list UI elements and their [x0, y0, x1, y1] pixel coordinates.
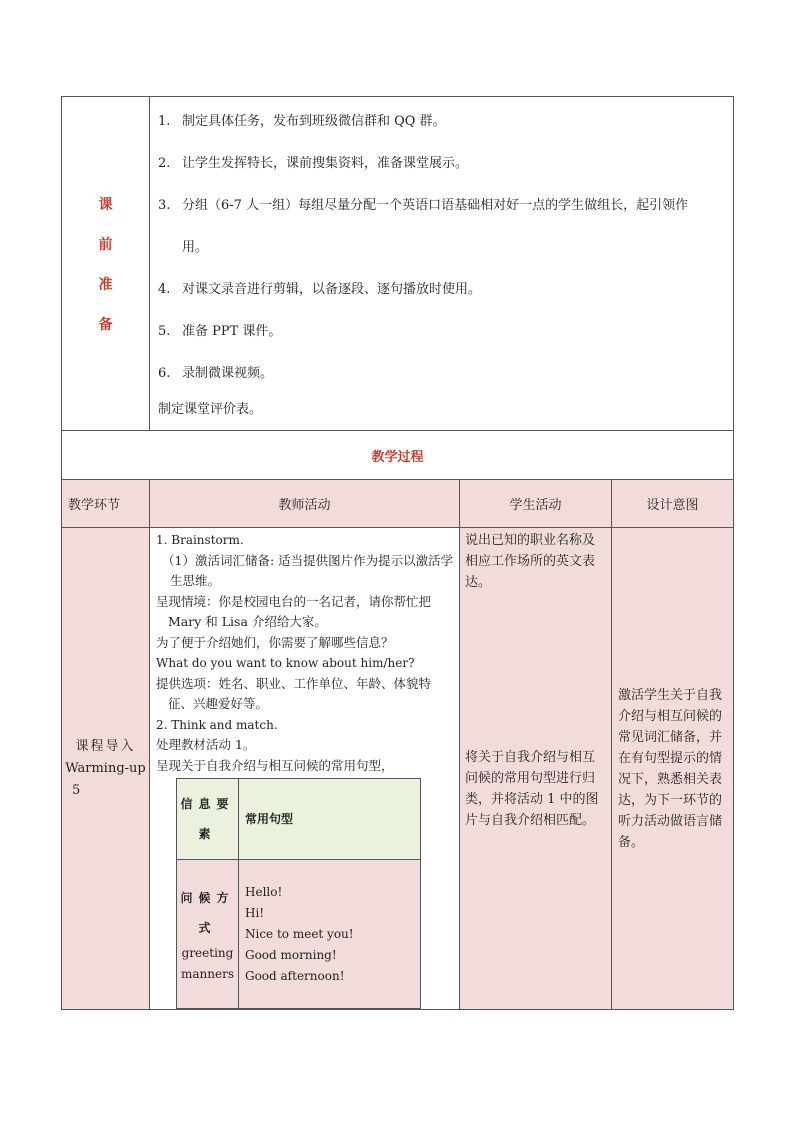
prep-item: 3. 分组（6-7 人一组）每组尽量分配一个英语口语基础相对好一点的学生做组长，起引领作 用。 [158, 198, 689, 255]
prep-row [62, 97, 734, 431]
teacher-activity: 1. Brainstorm. （1）激活词汇储备: 适当提供图片作为提示以激活学生思维。 呈现情境：你是校园电台的一名记者，请你帮忙把 Mary 和 Lisa 介绍给大家。 为了便于介绍她们，你需要了解哪些信息？ What do you want to know about him/her? 提供选项：姓名、职业、工作单位、年龄、体貌特征、兴趣爱好等。 2. Think and match. 处理教材活动 1。 呈现关于自我介绍与相互问候的常用句型， 信息要素 常用句型 问候方式 greeting manners Hello! Hi! Nice to meet you! Good morning! Good afternoon! [150, 528, 460, 1010]
header-stage: 教学环节 [62, 480, 150, 528]
header-design: 设计意图 [612, 480, 734, 528]
sentence-pattern-table [176, 778, 421, 1009]
content-row [62, 528, 734, 1010]
student-activity: 说出已知的职业名称及相应工作场所的英文表达。 将关于自我介绍与相互问候的常用句型进行归类，并将活动 1 中的图片与自我介绍相匹配。 [460, 528, 612, 1010]
prep-item: 6. 录制微课视频。 [158, 366, 274, 381]
lesson-plan-table [61, 96, 734, 1010]
process-title: 教学过程 [62, 431, 734, 480]
prep-last: 制定课堂评价表。 [158, 402, 263, 417]
prep-label: 课 前 准 备 [62, 97, 150, 431]
stage-cell: 课程导入 Warming-up 5 [62, 528, 150, 1010]
header-student: 学生活动 [460, 480, 612, 528]
inner-header-element: 信息要素 [177, 779, 239, 860]
prep-item: 5. 准备 PPT 课件。 [158, 324, 282, 339]
header-teacher: 教师活动 [150, 480, 460, 528]
design-intent: 激活学生关于自我介绍与相互问候的常见词汇储备，并在有句型提示的情况下，熟悉相关表达，为下一环节的听力活动做语言储备。 [612, 528, 734, 1010]
inner-greeting-patterns: Hello! Hi! Nice to meet you! Good morning! Good afternoon! [239, 860, 421, 1009]
inner-header-pattern: 常用句型 [239, 779, 421, 860]
prep-item: 2. 让学生发挥特长，课前搜集资料，准备课堂展示。 [158, 156, 469, 171]
header-row [62, 480, 734, 528]
prep-list [150, 97, 734, 431]
prep-item: 4. 对课文录音进行剪辑，以备逐段、逐句播放时使用。 [158, 282, 482, 297]
inner-greeting-label: 问候方式 greeting manners [177, 860, 239, 1009]
prep-item: 1. 制定具体任务，发布到班级微信群和 QQ 群。 [158, 114, 446, 129]
